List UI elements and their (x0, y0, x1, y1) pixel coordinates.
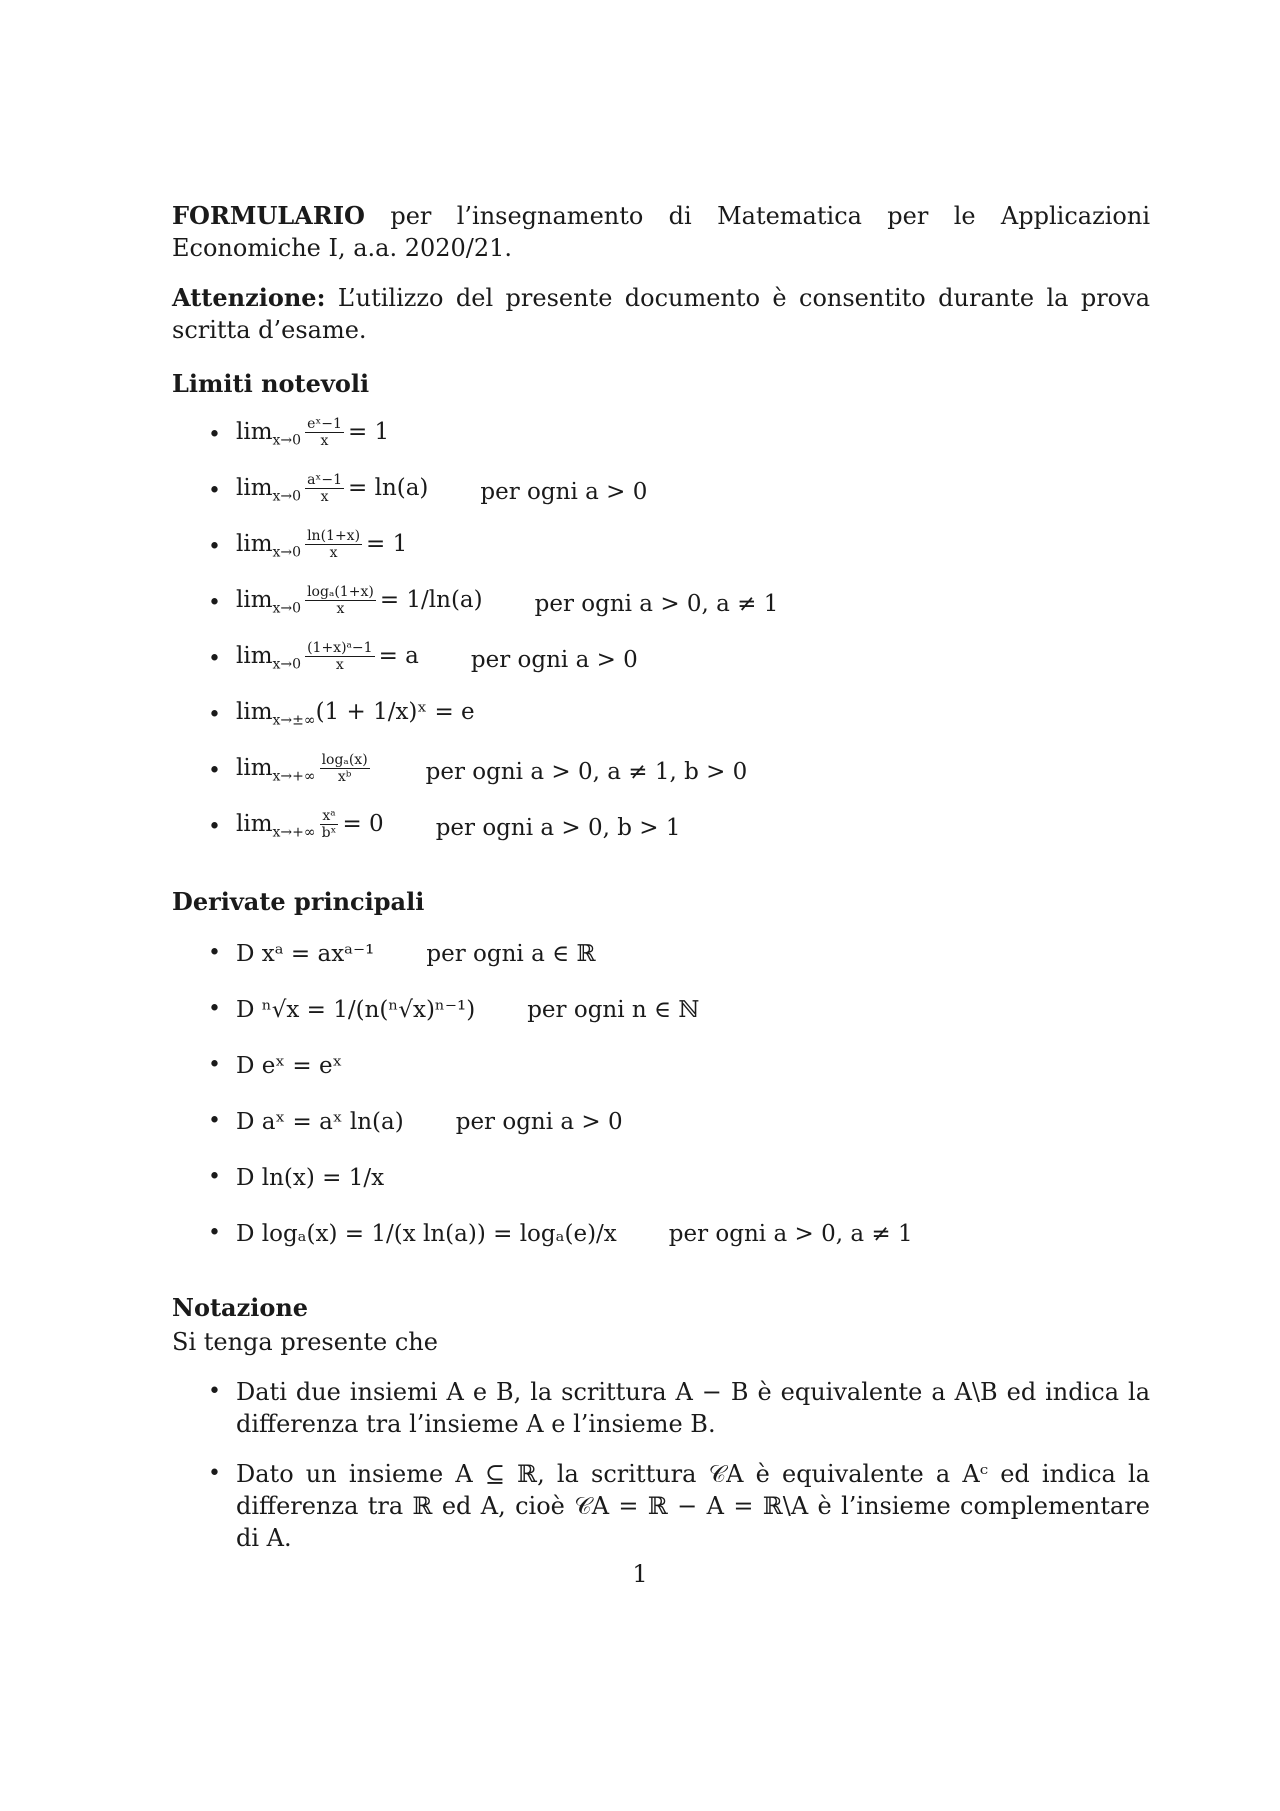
limit-condition: per ogni a > 0 (480, 479, 648, 505)
warning-bold: Attenzione: (172, 283, 326, 312)
list-item (208, 526, 1150, 570)
title-bold: FORMULARIO (172, 201, 365, 230)
list-item (208, 582, 1150, 626)
limit-formula: • $\lim_{x\to 0}$ $\frac{\ln(1+x)}{x}$ = 1 (236, 528, 408, 562)
limits-list (172, 414, 1150, 850)
limit-formula: • $\lim_{x\to\pm\infty}(1$ + 1/x)ˣ = e (236, 698, 475, 729)
derivative-formula: • D logₐ(x) = 1/(x ln(a)) = logₐ(e)/x (236, 1221, 617, 1247)
warning-paragraph (172, 282, 1150, 346)
warning-rest: L’utilizzo del presente documento è consentito durante la prova scritta d’esame. (172, 284, 1150, 344)
limit-condition: per ogni a > 0, a ≠ 1 (534, 591, 779, 617)
limits-heading: Limiti notevoli (172, 369, 370, 398)
list-item (208, 694, 1150, 738)
derivative-formula: • D aˣ = aˣ ln(a) (236, 1109, 404, 1135)
document-page (172, 200, 1150, 1590)
page-number: 1 (632, 1560, 648, 1588)
list-item (208, 750, 1150, 794)
derivative-condition: per ogni a ∈ ℝ (426, 941, 596, 967)
limit-formula: • $\lim_{x\to+\infty}$ $\frac{\text{logₐ(x)}}{\text{xᵇ}}$ (236, 752, 368, 786)
list-item (208, 988, 1150, 1032)
list-item (208, 1044, 1150, 1088)
notation-heading: Notazione (172, 1293, 309, 1322)
notation-list (172, 1376, 1150, 1554)
list-item (208, 932, 1150, 976)
derivative-condition: per ogni a > 0 (455, 1109, 623, 1135)
derivative-formula: • D ln(x) = 1/x (236, 1165, 385, 1191)
list-item (208, 638, 1150, 682)
title-paragraph (172, 200, 1150, 264)
limit-formula: • $\lim_{x\to 0}$ $\frac{\text{eˣ−1}}{x}$ = 1 (236, 416, 390, 450)
title-rest: per l’insegnamento di Matematica per le Applicazioni Economiche I, a.a. 2020/21. (172, 202, 1150, 262)
list-item (208, 1212, 1150, 1256)
limit-formula: • $\lim_{x\to+\infty}$ $\frac{\text{xᵃ}}{\text{bˣ}}$ = 0 (236, 808, 384, 842)
list-item (208, 806, 1150, 850)
list-item (208, 414, 1150, 458)
limit-condition: per ogni a > 0, a ≠ 1, b > 0 (425, 759, 748, 785)
list-item (208, 1100, 1150, 1144)
list-item: • Dato un insieme A ⊆ ℝ, la scrittura 𝒞A è equivalente a Aᶜ ed indica la differenza tra ℝ ed A, cioè 𝒞A = ℝ − A = ℝ\A è l’insieme complementare di A. (208, 1458, 1150, 1554)
list-item: • Dati due insiemi A e B, la scrittura A − B è equivalente a A\B ed indica la differenza tra l’insieme A e l’insieme B. (208, 1376, 1150, 1440)
limit-condition: per ogni a > 0 (470, 647, 638, 673)
limit-formula: • $\lim_{x\to 0}$ $\frac{\text{logₐ(1+x)}}{x}$ = 1/ln(a) (236, 584, 483, 618)
derivative-formula: • D ⁿ√x = 1/(n(ⁿ√x)ⁿ⁻¹) (236, 997, 476, 1023)
list-item (208, 1156, 1150, 1200)
derivatives-heading: Derivate principali (172, 887, 425, 916)
derivative-formula: • D xᵃ = axᵃ⁻¹ (236, 941, 375, 967)
limit-condition: per ogni a > 0, b > 1 (435, 815, 681, 841)
derivative-formula: • D eˣ = eˣ (236, 1053, 343, 1079)
limit-formula: • $\lim_{x\to 0}$ $\frac{\text{(1+x)ᵃ−1}}{x}$ = a (236, 640, 419, 674)
notation-intro: Si tenga presente che (172, 1328, 438, 1356)
limit-formula: • $\lim_{x\to 0}$ $\frac{\text{aˣ−1}}{x}$ = ln(a) (236, 472, 429, 506)
list-item (208, 470, 1150, 514)
derivative-condition: per ogni a > 0, a ≠ 1 (668, 1221, 913, 1247)
derivative-condition: per ogni n ∈ ℕ (527, 997, 700, 1023)
derivatives-list (172, 932, 1150, 1256)
